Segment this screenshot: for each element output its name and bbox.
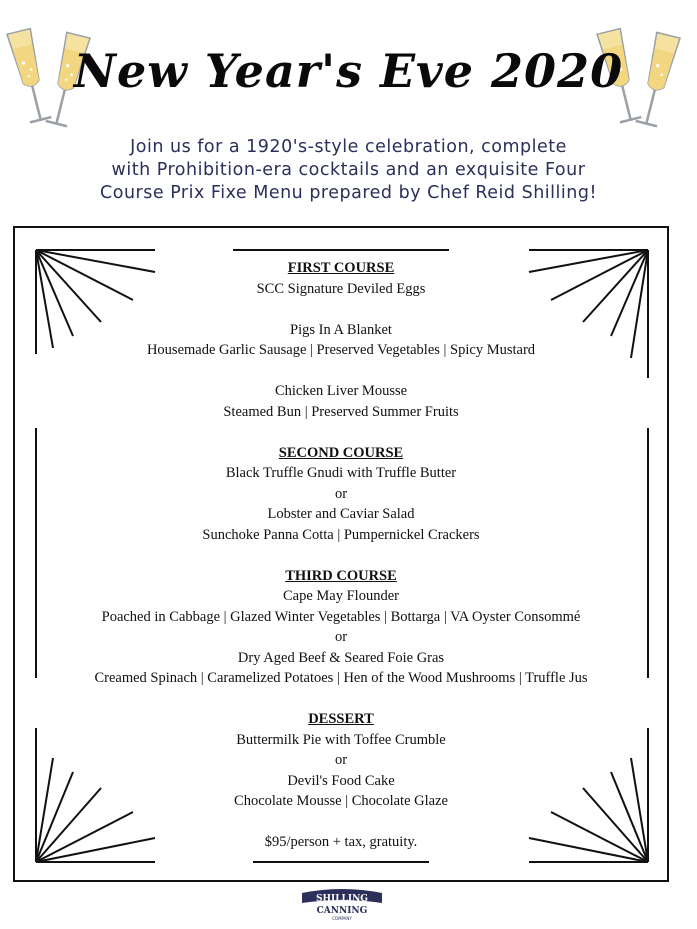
- menu-content: [13, 258, 669, 853]
- first-course-heading: FIRST COURSE: [287, 260, 395, 276]
- spacer: [13, 299, 669, 320]
- third-course-heading: THIRD COURSE: [285, 567, 397, 584]
- price-text: $95/person + tax, gratuity.: [264, 834, 418, 850]
- menu-item: SCC Signature Deviled Eggs: [256, 280, 426, 297]
- menu-item: Buttermilk Pie with Toffee Crumble: [236, 731, 446, 748]
- menu-item: or: [334, 485, 348, 502]
- page-title: New Year's Eve 2020: [73, 44, 624, 98]
- logo-small-text: COMPANY: [332, 916, 352, 921]
- menu-item: Dry Aged Beef & Seared Foie Gras: [237, 649, 445, 666]
- logo-top-text: SHILLING: [316, 894, 368, 904]
- intro-line: Join us for a 1920's-style celebration, complete: [130, 137, 567, 157]
- spacer: [13, 812, 669, 833]
- menu-item: or: [334, 629, 348, 645]
- spacer: [13, 689, 669, 710]
- menu-item: Creamed Spinach | Caramelized Potatoes | Hen of the Wood Mushrooms | Truffle Jus: [94, 670, 588, 686]
- menu-item: Black Truffle Gnudi with Truffle Butter: [225, 465, 457, 481]
- second-course-heading: SECOND COURSE: [278, 444, 404, 461]
- menu-item: Housemade Garlic Sausage | Preserved Vegetables | Spicy Mustard: [146, 342, 536, 358]
- spacer: [13, 545, 669, 566]
- menu-item: Devil's Food Cake: [287, 772, 395, 789]
- logo-bottom-text: CANNING: [316, 906, 368, 916]
- spacer: [13, 361, 669, 382]
- shilling-canning-logo: [300, 887, 384, 921]
- menu-item: Poached in Cabbage | Glazed Winter Vegetables | Bottarga | VA Oyster Consommé: [101, 608, 581, 625]
- menu-item: Cape May Flounder: [283, 588, 399, 604]
- menu-item: Lobster and Caviar Salad: [267, 506, 415, 522]
- menu-item: Sunchoke Panna Cotta | Pumpernickel Crackers: [202, 526, 480, 543]
- intro-line: with Prohibition-era cocktails and an exquisite Four: [111, 160, 586, 180]
- menu-item: Pigs In A Blanket: [290, 321, 392, 338]
- menu-item: Steamed Bun | Preserved Summer Fruits: [223, 403, 459, 420]
- dessert-heading: DESSERT: [308, 711, 374, 727]
- intro-text: [30, 136, 667, 205]
- menu-item: Chicken Liver Mousse: [274, 383, 408, 399]
- menu-item: Chocolate Mousse | Chocolate Glaze: [234, 793, 448, 809]
- spacer: [13, 422, 669, 443]
- menu-item: or: [334, 752, 348, 768]
- intro-line: Course Prix Fixe Menu prepared by Chef Reid Shilling!: [100, 183, 597, 203]
